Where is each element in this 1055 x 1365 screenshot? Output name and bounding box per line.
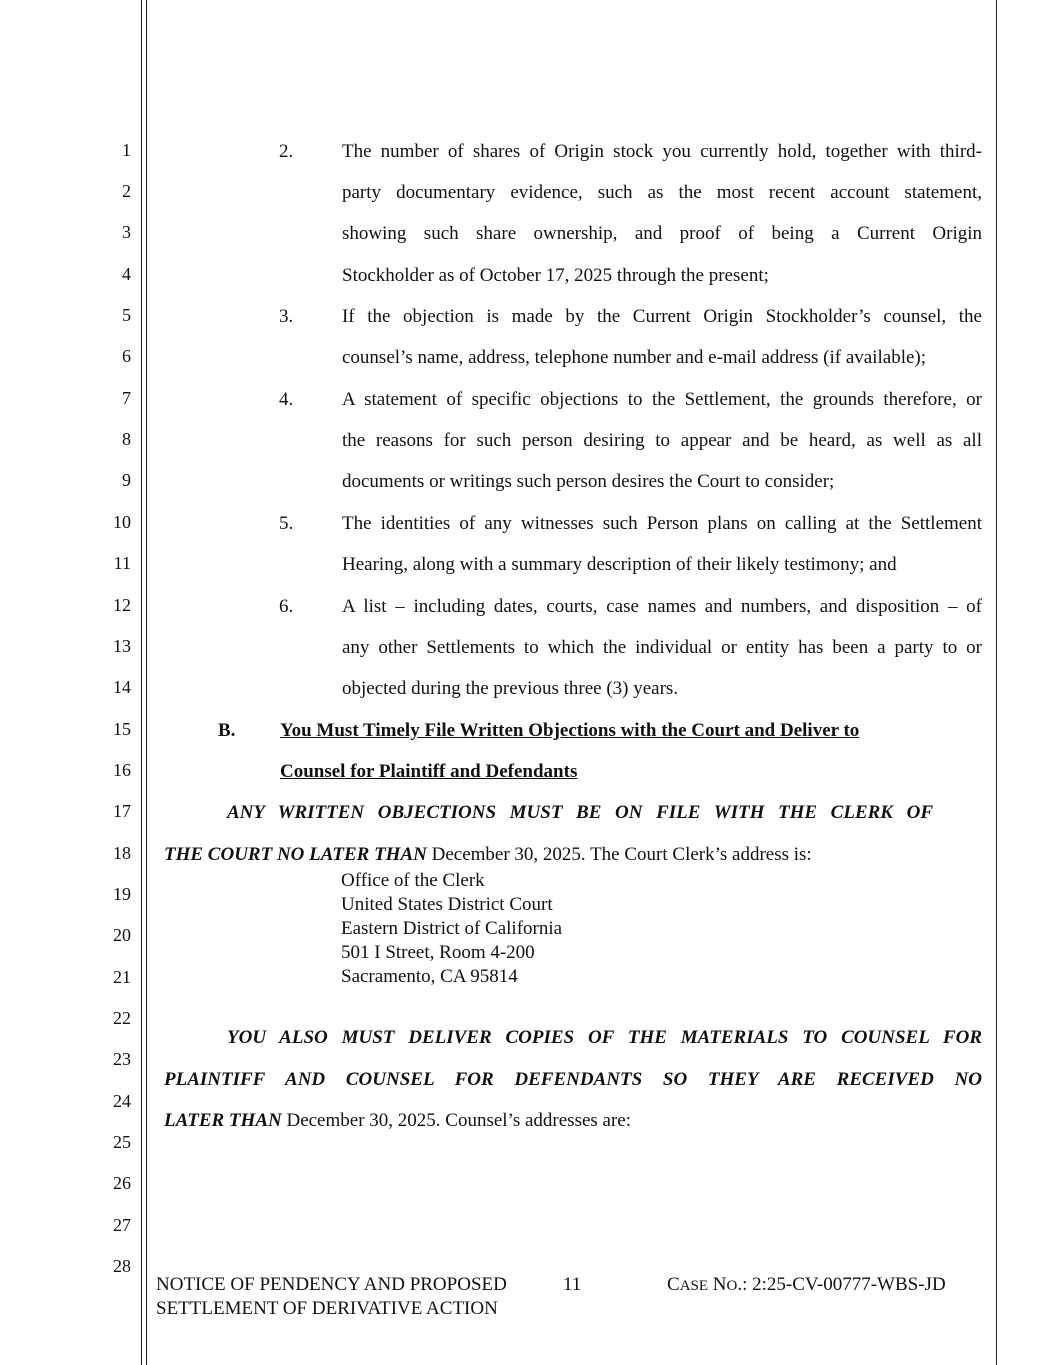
line-number: 16	[113, 760, 131, 780]
address-line: 501 I Street, Room 4-200	[341, 942, 535, 963]
list-item-line: objected during the previous three (3) years.	[342, 678, 679, 699]
section-heading-line: Counsel for Plaintiff and Defendants	[280, 761, 578, 782]
left-margin-rule-1	[141, 0, 142, 1365]
line-number: 27	[113, 1215, 131, 1235]
paragraph-line	[164, 842, 812, 868]
list-item-line: A statement of specific objections to the Settlement, the grounds therefore, or	[342, 389, 982, 410]
line-number: 12	[113, 595, 131, 615]
list-item-line: The number of shares of Origin stock you currently hold, together with third-	[342, 141, 982, 162]
line-number: 23	[113, 1049, 131, 1069]
line-number: 9	[122, 470, 131, 490]
list-item-number: 6.	[279, 596, 294, 617]
paragraph-text: December 30, 2025. Counsel’s addresses are:	[281, 1110, 632, 1131]
left-margin-rule-2	[146, 0, 147, 1365]
case-number	[667, 1273, 946, 1298]
line-number: 5	[122, 305, 131, 325]
case-label-n: N	[708, 1274, 727, 1295]
right-margin-rule	[996, 0, 997, 1365]
section-letter: B.	[218, 720, 236, 741]
address-line: Eastern District of California	[341, 918, 563, 939]
clerk-address	[341, 869, 562, 989]
line-number: 2	[122, 181, 131, 201]
list-item-line: party documentary evidence, such as the most recent account statement,	[342, 182, 982, 203]
paragraph-line: ANY WRITTEN OBJECTIONS MUST BE ON FILE WITH THE CLERK OF	[227, 802, 933, 823]
line-number: 3	[122, 222, 131, 242]
list-item-line: The identities of any witnesses such Person plans on calling at the Settlement	[342, 513, 982, 534]
line-number: 17	[113, 801, 131, 821]
list-item-line: A list – including dates, courts, case names and numbers, and disposition – of	[342, 596, 982, 617]
list-item-number: 5.	[279, 513, 294, 534]
line-number: 11	[113, 553, 131, 573]
list-item-number: 3.	[279, 306, 294, 327]
case-label-ase: ASE	[679, 1278, 709, 1294]
case-number-value: .: 2:25-CV-00777-WBS-JD	[737, 1274, 946, 1295]
list-item-line: Hearing, along with a summary description of their likely testimony; and	[342, 554, 897, 575]
line-number: 19	[113, 884, 131, 904]
paragraph-line: YOU ALSO MUST DELIVER COPIES OF THE MATERIALS TO COUNSEL FOR	[227, 1027, 982, 1048]
line-number: 24	[113, 1091, 131, 1111]
line-number: 7	[122, 388, 131, 408]
case-label-o: O	[726, 1278, 738, 1294]
line-number: 20	[113, 925, 131, 945]
list-item-line: any other Settlements to which the individual or entity has been a party to or	[342, 637, 982, 658]
section-heading-line: You Must Timely File Written Objections with the Court and Deliver to	[280, 720, 860, 741]
line-number: 8	[122, 429, 131, 449]
address-line: Office of the Clerk	[341, 870, 485, 891]
line-number: 10	[113, 512, 131, 532]
list-item-line: documents or writings such person desires the Court to consider;	[342, 471, 835, 492]
line-number: 28	[113, 1256, 131, 1276]
footer-title-line: SETTLEMENT OF DERIVATIVE ACTION	[156, 1298, 498, 1319]
emphasis-text: LATER THAN	[164, 1110, 282, 1131]
emphasis-text: THE COURT NO LATER THAN	[164, 844, 427, 865]
list-item-line: Stockholder as of October 17, 2025 through the present;	[342, 265, 769, 286]
line-number: 13	[113, 636, 131, 656]
list-item-number: 4.	[279, 389, 294, 410]
line-number: 26	[113, 1173, 131, 1193]
line-number: 1	[122, 140, 131, 160]
line-number: 21	[113, 967, 131, 987]
list-item-number: 2.	[279, 141, 294, 162]
list-item-line: counsel’s name, address, telephone number and e-mail address (if available);	[342, 347, 927, 368]
list-item-line: showing such share ownership, and proof of being a Current Origin	[342, 223, 982, 244]
paragraph-line: PLAINTIFF AND COUNSEL FOR DEFENDANTS SO THEY ARE RECEIVED NO	[164, 1069, 982, 1090]
list-item-line: the reasons for such person desiring to appear and be heard, as well as all	[342, 430, 982, 451]
paragraph-line	[164, 1108, 631, 1134]
line-number: 22	[113, 1008, 131, 1028]
line-number: 15	[113, 719, 131, 739]
line-number: 4	[122, 264, 131, 284]
page-number: 11	[563, 1274, 582, 1295]
line-number: 25	[113, 1132, 131, 1152]
line-number: 14	[113, 677, 131, 697]
line-number: 18	[113, 843, 131, 863]
list-item-line: If the objection is made by the Current Origin Stockholder’s counsel, the	[342, 306, 982, 327]
line-number: 6	[122, 346, 131, 366]
case-label-c: C	[667, 1274, 680, 1295]
address-line: Sacramento, CA 95814	[341, 966, 518, 987]
address-line: United States District Court	[341, 894, 553, 915]
paragraph-text: December 30, 2025. The Court Clerk’s address is:	[426, 844, 812, 865]
footer-title-line: NOTICE OF PENDENCY AND PROPOSED	[156, 1274, 507, 1295]
